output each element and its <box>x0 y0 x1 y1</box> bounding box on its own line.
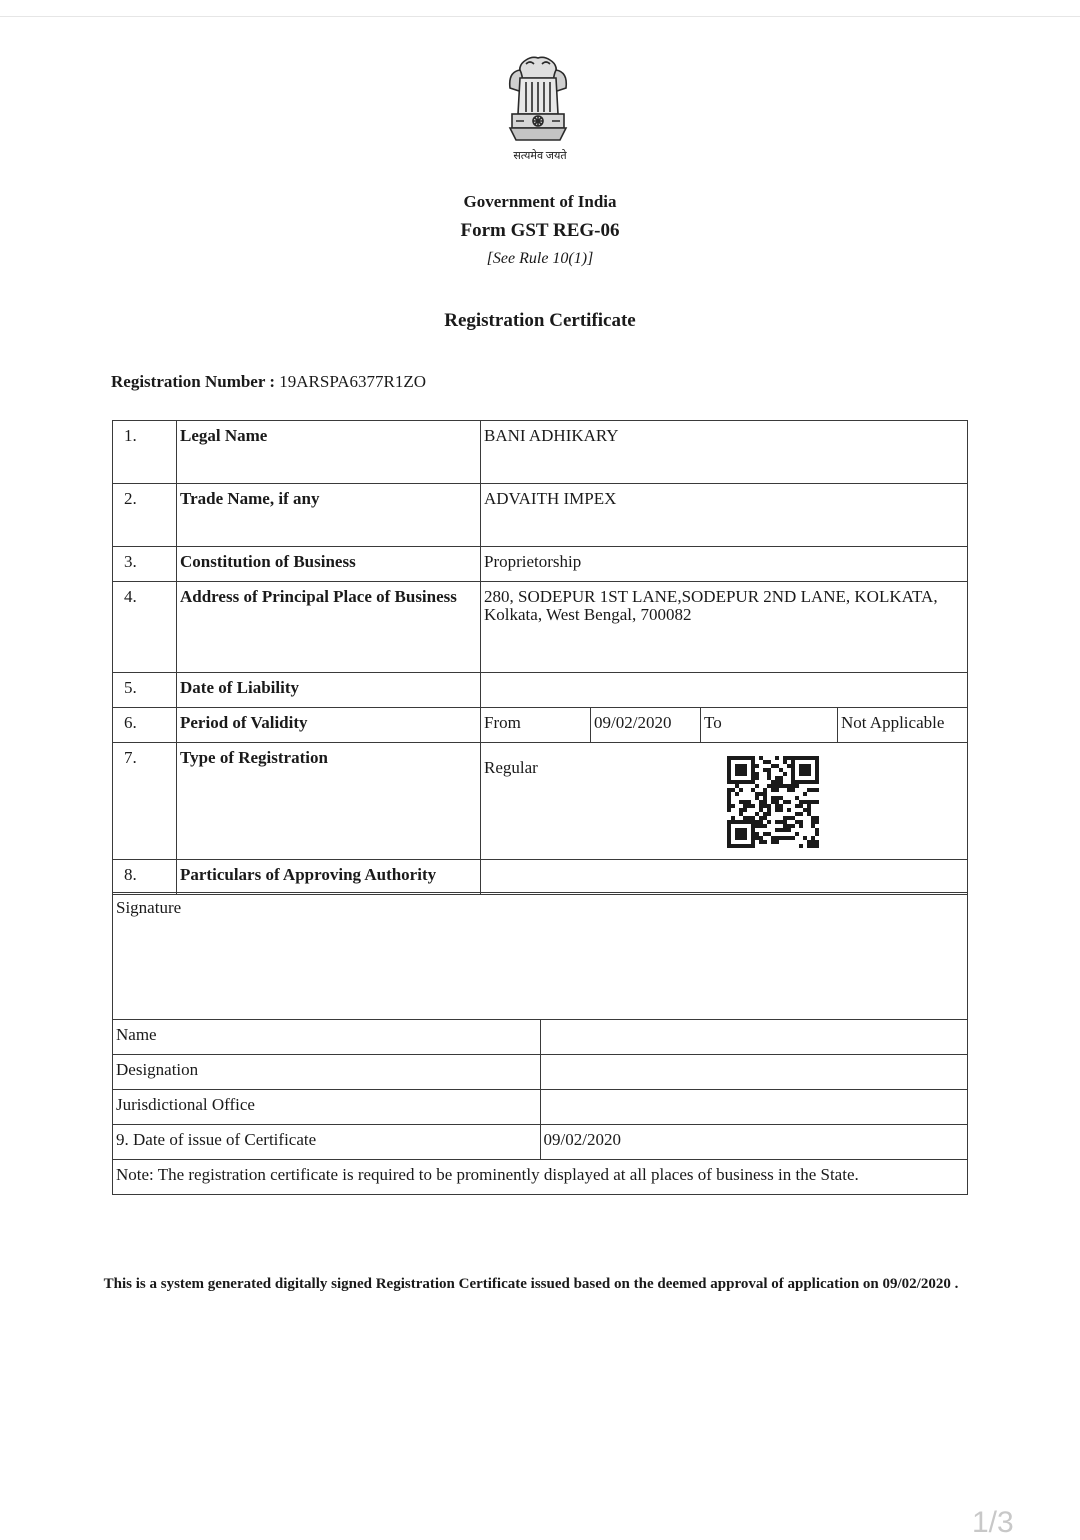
field-label: Type of Registration <box>177 743 481 860</box>
validity-subtable <box>481 708 967 742</box>
validity-to-label: To <box>701 708 838 742</box>
registration-number-value: 19ARSPA6377R1ZO <box>279 372 426 391</box>
name-label: Name <box>113 1020 541 1055</box>
top-divider <box>0 16 1080 17</box>
validity-from-value: 09/02/2020 <box>591 708 701 742</box>
validity-from-label: From <box>484 713 521 732</box>
jurisdictional-office-label: Jurisdictional Office <box>113 1090 541 1125</box>
validity-to-value: Not Applicable <box>838 708 968 742</box>
constitution-value: Proprietorship <box>481 547 968 582</box>
validity-cell <box>481 708 968 743</box>
table-row <box>113 1125 968 1160</box>
row-number: 4. <box>113 582 177 673</box>
form-title: Form GST REG-06 <box>460 220 620 241</box>
signature-label: Signature <box>113 893 968 1020</box>
date-of-liability-value <box>481 673 968 708</box>
jurisdictional-office-value <box>540 1090 968 1125</box>
table-row <box>113 421 968 484</box>
legal-name-value: BANI ADHIKARY <box>481 421 968 484</box>
field-label: Particulars of Approving Authority <box>177 860 481 895</box>
row-number: 7. <box>113 743 177 860</box>
trade-name-value: ADVAITH IMPEX <box>481 484 968 547</box>
field-label: Constitution of Business <box>177 547 481 582</box>
designation-label: Designation <box>113 1055 541 1090</box>
authority-table <box>112 892 968 1195</box>
qr-code-icon <box>727 756 819 848</box>
table-row <box>113 860 968 895</box>
national-emblem-icon <box>502 48 574 148</box>
field-label: Address of Principal Place of Business <box>177 582 481 673</box>
rule-reference: [See Rule 10(1)] <box>486 250 594 267</box>
display-note: Note: The registration certificate is required to be prominently displayed at all places of business in the State. <box>113 1160 968 1195</box>
field-label: Trade Name, if any <box>177 484 481 547</box>
row-number: 2. <box>113 484 177 547</box>
name-value <box>540 1020 968 1055</box>
table-row <box>113 1055 968 1090</box>
registration-number-line <box>111 372 426 392</box>
page-indicator: 1/3 <box>972 1506 1014 1539</box>
table-row <box>113 582 968 673</box>
registration-number-label: Registration Number : <box>111 372 275 391</box>
table-row <box>113 1020 968 1055</box>
row-number: 3. <box>113 547 177 582</box>
table-row <box>113 1090 968 1125</box>
government-title: Government of India <box>463 192 617 211</box>
row-number: 6. <box>113 708 177 743</box>
issue-date-value: 09/02/2020 <box>540 1125 968 1160</box>
table-row <box>113 708 968 743</box>
row-number: 5. <box>113 673 177 708</box>
field-label: Period of Validity <box>177 708 481 743</box>
table-row <box>113 547 968 582</box>
table-row <box>113 673 968 708</box>
row-number: 1. <box>113 421 177 484</box>
row-number: 8. <box>113 860 177 895</box>
field-label: Date of Liability <box>177 673 481 708</box>
details-table <box>112 420 968 895</box>
system-generated-notice: This is a system generated digitally signed Registration Certificate issued based on the deemed approval of application on 09/02/2020 . <box>103 1276 959 1292</box>
signature-row <box>113 893 968 1020</box>
emblem-motto: सत्यमेव जयते <box>513 150 567 162</box>
address-value: 280, SODEPUR 1ST LANE,SODEPUR 2ND LANE, KOLKATA, Kolkata, West Bengal, 700082 <box>481 582 968 673</box>
table-row <box>113 484 968 547</box>
issue-date-label: 9. Date of issue of Certificate <box>113 1125 541 1160</box>
designation-value <box>540 1055 968 1090</box>
table-row <box>113 743 968 860</box>
table-row <box>113 1160 968 1195</box>
approving-authority-value <box>481 860 968 895</box>
field-label: Legal Name <box>177 421 481 484</box>
registration-type-value: Regular <box>481 743 968 860</box>
certificate-title: Registration Certificate <box>444 310 636 331</box>
